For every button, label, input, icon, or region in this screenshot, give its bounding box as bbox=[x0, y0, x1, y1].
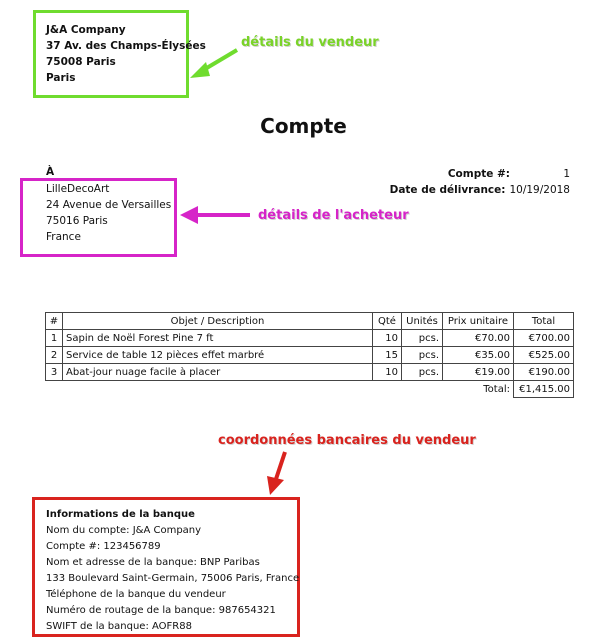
page-title: Compte bbox=[260, 114, 347, 138]
row-unit: pcs. bbox=[402, 364, 443, 381]
buyer-name: LilleDecoArt bbox=[46, 183, 110, 195]
date-label: Date de délivrance: bbox=[389, 184, 506, 196]
row-unit: pcs. bbox=[402, 347, 443, 364]
recipient-label: À bbox=[46, 166, 55, 178]
row-qty: 10 bbox=[373, 364, 402, 381]
col-number: # bbox=[46, 313, 63, 330]
bank-swift: SWIFT de la banque: AOFR88 bbox=[46, 621, 192, 632]
buyer-country: France bbox=[46, 231, 81, 243]
account-value: 1 bbox=[563, 168, 570, 180]
col-total: Total bbox=[514, 313, 574, 330]
col-description: Objet / Description bbox=[63, 313, 373, 330]
bank-account-name: Nom du compte: J&A Company bbox=[46, 525, 202, 536]
bank-heading: Informations de la banque bbox=[46, 509, 195, 520]
date-value: 10/19/2018 bbox=[509, 184, 570, 196]
bank-phone: Téléphone de la banque du vendeur bbox=[46, 589, 226, 600]
col-units: Unités bbox=[402, 313, 443, 330]
row-unit: pcs. bbox=[402, 330, 443, 347]
seller-postal-city: 75008 Paris bbox=[46, 56, 116, 68]
row-description: Abat-jour nuage facile à placer bbox=[63, 364, 373, 381]
bank-name: Nom et adresse de la banque: BNP Paribas bbox=[46, 557, 260, 568]
seller-name: J&A Company bbox=[46, 24, 126, 36]
col-unit-price: Prix unitaire bbox=[443, 313, 514, 330]
buyer-annotation: détails de l'acheteur bbox=[258, 208, 409, 223]
bank-annotation: coordonnées bancaires du vendeur bbox=[218, 433, 476, 448]
buyer-postal-city: 75016 Paris bbox=[46, 215, 108, 227]
row-number: 1 bbox=[46, 330, 63, 347]
green-arrow-icon bbox=[190, 50, 237, 78]
row-total: €525.00 bbox=[514, 347, 574, 364]
magenta-arrow-icon bbox=[180, 206, 250, 224]
col-qty: Qté bbox=[373, 313, 402, 330]
row-description: Sapin de Noël Forest Pine 7 ft bbox=[63, 330, 373, 347]
row-price: €19.00 bbox=[443, 364, 514, 381]
seller-street: 37 Av. des Champs-Élysées bbox=[46, 40, 206, 52]
row-price: €70.00 bbox=[443, 330, 514, 347]
row-total: €190.00 bbox=[514, 364, 574, 381]
row-description: Service de table 12 pièces effet marbré bbox=[63, 347, 373, 364]
total-label: Total: bbox=[483, 383, 510, 395]
buyer-street: 24 Avenue de Versailles bbox=[46, 199, 172, 211]
bank-account-number: Compte #: 123456789 bbox=[46, 541, 161, 552]
red-arrow-icon bbox=[267, 452, 285, 495]
account-label: Compte #: bbox=[447, 168, 510, 180]
row-price: €35.00 bbox=[443, 347, 514, 364]
bank-routing: Numéro de routage de la banque: 987654321 bbox=[46, 605, 276, 616]
bank-address: 133 Boulevard Saint-Germain, 75006 Paris, France bbox=[46, 573, 300, 584]
row-qty: 10 bbox=[373, 330, 402, 347]
seller-annotation: détails du vendeur bbox=[241, 35, 379, 50]
row-number: 3 bbox=[46, 364, 63, 381]
row-qty: 15 bbox=[373, 347, 402, 364]
row-number: 2 bbox=[46, 347, 63, 364]
row-total: €700.00 bbox=[514, 330, 574, 347]
total-value: €1,415.00 bbox=[514, 381, 574, 398]
seller-city: Paris bbox=[46, 72, 76, 84]
